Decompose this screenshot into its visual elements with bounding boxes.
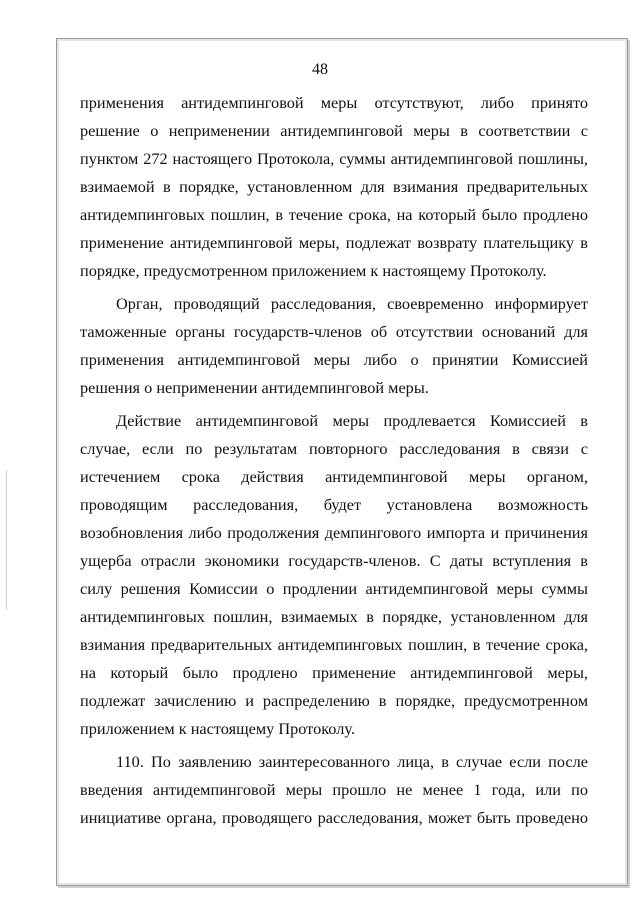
text-line: силу решения Комиссии о продлении антидемпинговой меры суммы: [80, 579, 588, 598]
text-line: истечением срока действия антидемпинговой меры органом,: [80, 467, 588, 486]
scan-margin-mark: [6, 470, 7, 610]
text-line: Действие антидемпинговой меры продлевается Комиссией в: [116, 411, 588, 430]
document-body: [80, 89, 588, 832]
text-line: применения антидемпинговой меры либо о принятии Комиссией: [80, 350, 588, 369]
text-line: Орган, проводящий расследования, своевременно информирует: [116, 294, 588, 313]
text-line: 110. По заявлению заинтересованного лица, в случае если после: [116, 752, 588, 771]
text-line: возобновления либо продолжения демпингового импорта и причинения: [80, 523, 588, 542]
text-line: взимаемой в порядке, установленном для взимания предварительных: [80, 177, 588, 196]
text-line: на который было продлено применение антидемпинговой меры,: [80, 663, 588, 682]
text-line: проводящим расследования, будет установлена возможность: [80, 495, 588, 514]
text-line: взимания предварительных антидемпинговых пошлин, в течение срока,: [80, 635, 588, 654]
text-line: ущерба отрасли экономики государств-членов. С даты вступления в: [80, 551, 588, 570]
paragraph: [80, 407, 588, 743]
text-line: подлежат зачислению и распределению в порядке, предусмотренном: [80, 691, 588, 710]
text-line: таможенные органы государств-членов об отсутствии оснований для: [80, 322, 588, 341]
text-line: пунктом 272 настоящего Протокола, суммы антидемпинговой пошлины,: [80, 149, 588, 168]
text-line: антидемпинговых пошлин, в течение срока, на который было продлено: [80, 205, 588, 224]
text-line: применение антидемпинговой меры, подлежат возврату плательщику в: [80, 233, 588, 252]
text-line: приложением к настоящему Протоколу.: [80, 719, 355, 738]
text-line: антидемпинговых пошлин, взимаемых в порядке, установленном для: [80, 607, 588, 626]
text-line: инициативе органа, проводящего расследования, может быть проведено: [80, 808, 588, 827]
text-line: применения антидемпинговой меры отсутствуют, либо принято: [80, 93, 588, 112]
text-line: случае, если по результатам повторного расследования в связи с: [80, 439, 588, 458]
text-line: порядке, предусмотренном приложением к настоящему Протоколу.: [80, 261, 547, 280]
paragraph: [80, 89, 588, 285]
paragraph: [80, 290, 588, 402]
text-line: решения о неприменении антидемпинговой меры.: [80, 378, 429, 397]
text-line: введения антидемпинговой меры прошло не менее 1 года, или по: [80, 780, 588, 799]
page-number: 48: [312, 61, 328, 78]
text-line: решение о неприменении антидемпинговой меры в соответствии с: [80, 121, 588, 140]
paragraph: [80, 748, 588, 832]
